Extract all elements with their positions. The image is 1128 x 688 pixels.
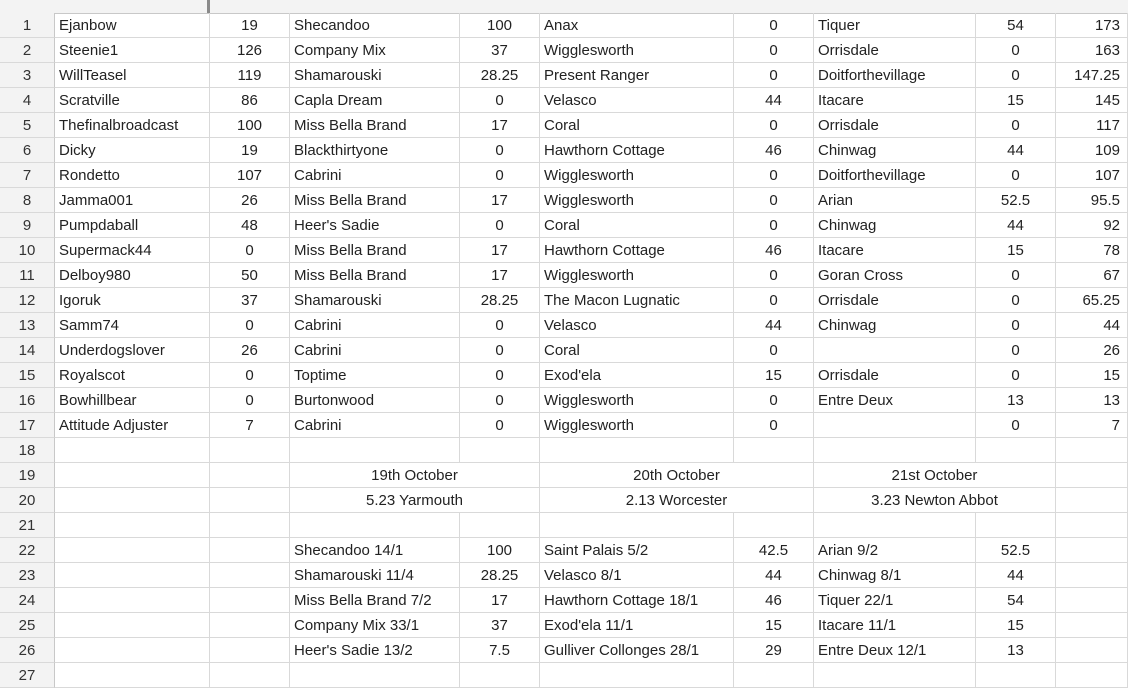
grid-cell-g[interactable]: Orrisdale: [814, 288, 976, 313]
grid-cell-c[interactable]: Cabrini: [290, 338, 460, 363]
grid-cell-b[interactable]: [210, 638, 290, 663]
grid-cell-g[interactable]: Arian: [814, 188, 976, 213]
row-number[interactable]: 25: [0, 613, 55, 638]
grid-cell-a[interactable]: Ejanbow: [55, 13, 210, 38]
grid-cell-c[interactable]: Shamarouski 11/4: [290, 563, 460, 588]
grid-cell-c[interactable]: [290, 438, 460, 463]
grid-cell-i[interactable]: 44: [1056, 313, 1128, 338]
grid-cell-c[interactable]: Company Mix 33/1: [290, 613, 460, 638]
grid-cell-h[interactable]: 13: [976, 388, 1056, 413]
grid-cell-b[interactable]: [210, 438, 290, 463]
grid-cell-f[interactable]: 44: [734, 313, 814, 338]
grid-cell-a[interactable]: Scratville: [55, 88, 210, 113]
row-number[interactable]: 2: [0, 38, 55, 63]
table-row: [0, 188, 1128, 213]
grid-cell-b[interactable]: 48: [210, 213, 290, 238]
grid-cell-b[interactable]: 126: [210, 38, 290, 63]
grid-cell-f[interactable]: 0: [734, 113, 814, 138]
grid-cell-b[interactable]: 0: [210, 363, 290, 388]
grid-cell-d[interactable]: 0: [460, 413, 540, 438]
grid-cell-i[interactable]: 65.25: [1056, 288, 1128, 313]
grid-cell-h[interactable]: [976, 513, 1056, 538]
grid-cell-g[interactable]: Entre Deux: [814, 388, 976, 413]
grid-cell-b[interactable]: 19: [210, 13, 290, 38]
grid-cell-e[interactable]: Velasco 8/1: [540, 563, 734, 588]
grid-cell-f[interactable]: 44: [734, 88, 814, 113]
grid-cell-g[interactable]: Doitforthevillage: [814, 163, 976, 188]
table-row: [0, 563, 1128, 588]
grid-cell-g[interactable]: Tiquer: [814, 13, 976, 38]
grid-cell-e[interactable]: Wigglesworth: [540, 38, 734, 63]
grid-cell-g[interactable]: Orrisdale: [814, 38, 976, 63]
grid-cell-d[interactable]: 100: [460, 13, 540, 38]
grid-cell-c[interactable]: Heer's Sadie: [290, 213, 460, 238]
grid-cell-d[interactable]: 0: [460, 388, 540, 413]
grid-cell-e[interactable]: 2.13 Worcester: [540, 488, 814, 513]
table-row: [0, 638, 1128, 663]
table-row: [0, 38, 1128, 63]
row-number[interactable]: 12: [0, 288, 55, 313]
grid-cell-h[interactable]: 0: [976, 363, 1056, 388]
grid-cell-i[interactable]: 7: [1056, 413, 1128, 438]
grid-cell-d[interactable]: [460, 463, 540, 488]
row-number[interactable]: 14: [0, 338, 55, 363]
grid-cell-d[interactable]: 37: [460, 613, 540, 638]
grid-cell-c[interactable]: 5.23 Yarmouth: [290, 488, 540, 513]
grid-cell-f[interactable]: 46: [734, 588, 814, 613]
grid-cell-i[interactable]: 145: [1056, 88, 1128, 113]
grid-cell-c[interactable]: [290, 513, 460, 538]
row-number[interactable]: 19: [0, 463, 55, 488]
grid-cell-b[interactable]: 100: [210, 113, 290, 138]
grid-cell-a[interactable]: [55, 513, 210, 538]
grid-cell-d[interactable]: 0: [460, 138, 540, 163]
grid-cell-d[interactable]: 7.5: [460, 638, 540, 663]
grid-cell-i[interactable]: [1056, 613, 1128, 638]
grid-cell-b[interactable]: 7: [210, 413, 290, 438]
grid-cell-e[interactable]: Wigglesworth: [540, 188, 734, 213]
grid-cell-b[interactable]: 0: [210, 388, 290, 413]
grid-cell-i[interactable]: [1056, 488, 1128, 513]
grid-cell-f[interactable]: 0: [734, 413, 814, 438]
grid-cell-h[interactable]: 0: [976, 63, 1056, 88]
row-number[interactable]: 10: [0, 238, 55, 263]
grid-cell-a[interactable]: Rondetto: [55, 163, 210, 188]
grid-cell-h[interactable]: 0: [976, 38, 1056, 63]
grid-cell-i[interactable]: [1056, 588, 1128, 613]
grid-cell-e[interactable]: Wigglesworth: [540, 388, 734, 413]
grid-cell-f[interactable]: 0: [734, 213, 814, 238]
grid-cell-b[interactable]: [210, 563, 290, 588]
grid-cell-e[interactable]: Coral: [540, 113, 734, 138]
row-number[interactable]: 11: [0, 263, 55, 288]
grid-cell-i[interactable]: 173: [1056, 13, 1128, 38]
grid-cell-a[interactable]: Attitude Adjuster: [55, 413, 210, 438]
grid-cell-i[interactable]: 92: [1056, 213, 1128, 238]
grid-cell-g[interactable]: Tiquer 22/1: [814, 588, 976, 613]
grid-cell-e[interactable]: Hawthorn Cottage 18/1: [540, 588, 734, 613]
grid-cell-c[interactable]: Cabrini: [290, 163, 460, 188]
grid-cell-g[interactable]: 3.23 Newton Abbot: [814, 488, 1056, 513]
grid-cell-c[interactable]: Toptime: [290, 363, 460, 388]
table-row: [0, 463, 1128, 488]
grid-cell-h[interactable]: 0: [976, 338, 1056, 363]
table-row: [0, 288, 1128, 313]
grid-cell-i[interactable]: 95.5: [1056, 188, 1128, 213]
grid-cell-e[interactable]: Exod'ela 11/1: [540, 613, 734, 638]
grid-cell-c[interactable]: Cabrini: [290, 313, 460, 338]
grid-cell-h[interactable]: [976, 438, 1056, 463]
grid-cell-h[interactable]: 52.5: [976, 538, 1056, 563]
grid-cell-h[interactable]: 0: [976, 313, 1056, 338]
grid-cell-e[interactable]: Present Ranger: [540, 63, 734, 88]
grid-cell-d[interactable]: [460, 488, 540, 513]
grid-cell-h[interactable]: 52.5: [976, 188, 1056, 213]
grid-cell-e[interactable]: Wigglesworth: [540, 263, 734, 288]
grid-cell-g[interactable]: Itacare 11/1: [814, 613, 976, 638]
grid-cell-d[interactable]: 17: [460, 238, 540, 263]
grid-cell-h[interactable]: 44: [976, 138, 1056, 163]
grid-cell-e[interactable]: Anax: [540, 13, 734, 38]
grid-cell-a[interactable]: [55, 538, 210, 563]
grid-cell-d[interactable]: 0: [460, 163, 540, 188]
grid-cell-d[interactable]: 0: [460, 363, 540, 388]
grid-cell-g[interactable]: [814, 438, 976, 463]
grid-cell-d[interactable]: 17: [460, 263, 540, 288]
column-resize-handle[interactable]: [207, 0, 210, 13]
grid-cell-a[interactable]: Supermack44: [55, 238, 210, 263]
table-row: [0, 113, 1128, 138]
grid-cell-b[interactable]: 26: [210, 338, 290, 363]
grid-cell-h[interactable]: 15: [976, 88, 1056, 113]
grid-cell-h[interactable]: 0: [976, 413, 1056, 438]
grid-cell-f[interactable]: 0: [734, 163, 814, 188]
grid-cell-e[interactable]: Hawthorn Cottage: [540, 138, 734, 163]
row-number[interactable]: 23: [0, 563, 55, 588]
grid-cell-h[interactable]: [976, 463, 1056, 488]
grid-cell-i[interactable]: 147.25: [1056, 63, 1128, 88]
table-row: [0, 88, 1128, 113]
grid-cell-g[interactable]: [814, 413, 976, 438]
table-row: [0, 338, 1128, 363]
grid-cell-b[interactable]: [210, 588, 290, 613]
grid-cell-b[interactable]: [210, 463, 290, 488]
grid-cell-i[interactable]: [1056, 438, 1128, 463]
grid-cell-f[interactable]: 29: [734, 638, 814, 663]
table-row: [0, 613, 1128, 638]
grid-cell-c[interactable]: Capla Dream: [290, 88, 460, 113]
grid-cell-c[interactable]: Cabrini: [290, 413, 460, 438]
grid-cell-f[interactable]: 0: [734, 38, 814, 63]
grid-cell-a[interactable]: [55, 638, 210, 663]
grid-cell-b[interactable]: 107: [210, 163, 290, 188]
table-row: [0, 363, 1128, 388]
grid-cell-e[interactable]: Coral: [540, 338, 734, 363]
grid-cell-i[interactable]: 15: [1056, 363, 1128, 388]
grid-cell-g[interactable]: Goran Cross: [814, 263, 976, 288]
grid-cell-e[interactable]: Wigglesworth: [540, 413, 734, 438]
grid-cell-i[interactable]: [1056, 538, 1128, 563]
row-number[interactable]: 3: [0, 63, 55, 88]
grid-cell-b[interactable]: 19: [210, 138, 290, 163]
grid-cell-i[interactable]: [1056, 563, 1128, 588]
grid-cell-f[interactable]: [734, 513, 814, 538]
grid-cell-f[interactable]: 0: [734, 388, 814, 413]
table-row: [0, 513, 1128, 538]
grid-cell-f[interactable]: 46: [734, 238, 814, 263]
grid-cell-h[interactable]: 0: [976, 163, 1056, 188]
table-row: [0, 488, 1128, 513]
grid-cell-f[interactable]: 0: [734, 338, 814, 363]
grid-cell-c[interactable]: Miss Bella Brand: [290, 238, 460, 263]
grid-cell-f[interactable]: 15: [734, 613, 814, 638]
grid-cell-e[interactable]: 20th October: [540, 463, 814, 488]
row-number[interactable]: 27: [0, 663, 55, 688]
grid-cell-d[interactable]: 100: [460, 538, 540, 563]
grid-cell-f[interactable]: [734, 488, 814, 513]
grid-cell-i[interactable]: 117: [1056, 113, 1128, 138]
grid-cell-i[interactable]: 13: [1056, 388, 1128, 413]
row-number[interactable]: 6: [0, 138, 55, 163]
grid-cell-a[interactable]: [55, 613, 210, 638]
grid-cell-e[interactable]: Velasco: [540, 313, 734, 338]
grid-cell-a[interactable]: [55, 463, 210, 488]
table-row: [0, 213, 1128, 238]
grid-cell-e[interactable]: [540, 513, 734, 538]
grid-cell-b[interactable]: 50: [210, 263, 290, 288]
grid-cell-f[interactable]: 0: [734, 263, 814, 288]
row-number[interactable]: 15: [0, 363, 55, 388]
grid-cell-e[interactable]: Saint Palais 5/2: [540, 538, 734, 563]
grid-cell-a[interactable]: WillTeasel: [55, 63, 210, 88]
grid-cell-a[interactable]: [55, 488, 210, 513]
grid-cell-f[interactable]: [734, 463, 814, 488]
grid-cell-a[interactable]: Igoruk: [55, 288, 210, 313]
grid-cell-h[interactable]: 0: [976, 288, 1056, 313]
table-row: [0, 413, 1128, 438]
row-number[interactable]: 1: [0, 13, 55, 38]
grid-cell-i[interactable]: 163: [1056, 38, 1128, 63]
grid-cell-f[interactable]: 0: [734, 13, 814, 38]
grid-cell-i[interactable]: [1056, 463, 1128, 488]
grid-cell-g[interactable]: Orrisdale: [814, 363, 976, 388]
grid-cell-e[interactable]: [540, 438, 734, 463]
grid-cell-e[interactable]: The Macon Lugnatic: [540, 288, 734, 313]
grid-cell-h[interactable]: 0: [976, 113, 1056, 138]
grid-cell-g[interactable]: Chinwag: [814, 213, 976, 238]
grid-cell-h[interactable]: 54: [976, 588, 1056, 613]
table-row: [0, 63, 1128, 88]
grid-cell-f[interactable]: 42.5: [734, 538, 814, 563]
row-number[interactable]: 16: [0, 388, 55, 413]
grid-cell-c[interactable]: Miss Bella Brand: [290, 188, 460, 213]
table-row: [0, 138, 1128, 163]
grid-cell-a[interactable]: Steenie1: [55, 38, 210, 63]
grid-cell-f[interactable]: 0: [734, 288, 814, 313]
grid-cell-h[interactable]: 15: [976, 613, 1056, 638]
grid-cell-g[interactable]: Chinwag: [814, 313, 976, 338]
grid-cell-a[interactable]: [55, 438, 210, 463]
table-row: [0, 163, 1128, 188]
table-row: [0, 313, 1128, 338]
grid-cell-i[interactable]: 67: [1056, 263, 1128, 288]
grid-cell-b[interactable]: [210, 488, 290, 513]
column-header-strip[interactable]: [0, 0, 1128, 14]
grid-cell-g[interactable]: Arian 9/2: [814, 538, 976, 563]
grid-cell-f[interactable]: 0: [734, 63, 814, 88]
grid-cell-e[interactable]: Hawthorn Cottage: [540, 238, 734, 263]
grid-cell-g[interactable]: Entre Deux 12/1: [814, 638, 976, 663]
row-number[interactable]: 4: [0, 88, 55, 113]
grid-cell-g[interactable]: 21st October: [814, 463, 1056, 488]
grid-cell-g[interactable]: Orrisdale: [814, 113, 976, 138]
row-number[interactable]: 18: [0, 438, 55, 463]
grid-cell-b[interactable]: [210, 613, 290, 638]
grid-cell-b[interactable]: [210, 513, 290, 538]
grid-cell-a[interactable]: Royalscot: [55, 363, 210, 388]
row-number[interactable]: 24: [0, 588, 55, 613]
grid-cell-g[interactable]: Itacare: [814, 238, 976, 263]
grid-cell-h[interactable]: 15: [976, 238, 1056, 263]
grid-cell-d[interactable]: 28.25: [460, 563, 540, 588]
grid-cell-g[interactable]: Chinwag 8/1: [814, 563, 976, 588]
row-number[interactable]: 5: [0, 113, 55, 138]
row-number[interactable]: 22: [0, 538, 55, 563]
grid-cell-h[interactable]: 0: [976, 263, 1056, 288]
table-row: [0, 538, 1128, 563]
row-number[interactable]: 26: [0, 638, 55, 663]
grid-cell-d[interactable]: 37: [460, 38, 540, 63]
grid-cell-c[interactable]: Burtonwood: [290, 388, 460, 413]
grid-cell-i[interactable]: 78: [1056, 238, 1128, 263]
row-number[interactable]: 9: [0, 213, 55, 238]
grid-cell-a[interactable]: [55, 563, 210, 588]
grid-cell-c[interactable]: Company Mix: [290, 38, 460, 63]
grid-cell-a[interactable]: Underdogslover: [55, 338, 210, 363]
row-number[interactable]: 13: [0, 313, 55, 338]
row-number[interactable]: 20: [0, 488, 55, 513]
grid-cell-e[interactable]: Wigglesworth: [540, 163, 734, 188]
grid-cell-a[interactable]: Samm74: [55, 313, 210, 338]
grid-cell-a[interactable]: Jamma001: [55, 188, 210, 213]
grid-cell-h[interactable]: 54: [976, 13, 1056, 38]
table-row: [0, 388, 1128, 413]
table-row: [0, 238, 1128, 263]
grid-cell-a[interactable]: Pumpdaball: [55, 213, 210, 238]
row-number[interactable]: 8: [0, 188, 55, 213]
grid-cell-d[interactable]: 0: [460, 313, 540, 338]
grid-cell-g[interactable]: Itacare: [814, 88, 976, 113]
grid-cell-e[interactable]: Velasco: [540, 88, 734, 113]
grid-cell-b[interactable]: [210, 538, 290, 563]
grid-cell-c[interactable]: Shecandoo: [290, 13, 460, 38]
grid-cell-d[interactable]: 28.25: [460, 288, 540, 313]
grid-cell-g[interactable]: Doitforthevillage: [814, 63, 976, 88]
grid-cell-f[interactable]: 46: [734, 138, 814, 163]
grid-cell-d[interactable]: 0: [460, 338, 540, 363]
grid-cell-e[interactable]: Gulliver Collonges 28/1: [540, 638, 734, 663]
grid-cell-f[interactable]: [734, 438, 814, 463]
table-row: [0, 13, 1128, 38]
grid-cell-a[interactable]: [55, 588, 210, 613]
grid-cell-f[interactable]: 44: [734, 563, 814, 588]
row-number[interactable]: 21: [0, 513, 55, 538]
table-row: [0, 588, 1128, 613]
grid-cell-b[interactable]: 119: [210, 63, 290, 88]
grid-cell-i[interactable]: 109: [1056, 138, 1128, 163]
grid-cell-h[interactable]: [976, 488, 1056, 513]
grid-cell-b[interactable]: 86: [210, 88, 290, 113]
grid-cell-g[interactable]: [814, 338, 976, 363]
grid-cell-d[interactable]: 28.25: [460, 63, 540, 88]
grid-cell-c[interactable]: Miss Bella Brand: [290, 263, 460, 288]
grid-cell-c[interactable]: 19th October: [290, 463, 540, 488]
grid-cell-i[interactable]: 107: [1056, 163, 1128, 188]
grid-cell-d[interactable]: 0: [460, 213, 540, 238]
grid-cell-d[interactable]: [460, 438, 540, 463]
grid-cell-d[interactable]: 0: [460, 88, 540, 113]
grid-cell-i[interactable]: [1056, 513, 1128, 538]
grid-cell-e[interactable]: Exod'ela: [540, 363, 734, 388]
grid-cell-h[interactable]: 13: [976, 638, 1056, 663]
grid-cell-b[interactable]: 0: [210, 313, 290, 338]
grid-cell-b[interactable]: 37: [210, 288, 290, 313]
grid-cell-c[interactable]: Miss Bella Brand 7/2: [290, 588, 460, 613]
grid-cell-g[interactable]: Chinwag: [814, 138, 976, 163]
grid-cell-d[interactable]: [460, 513, 540, 538]
grid-cell-c[interactable]: Heer's Sadie 13/2: [290, 638, 460, 663]
row-number[interactable]: 7: [0, 163, 55, 188]
grid-cell-b[interactable]: 26: [210, 188, 290, 213]
grid-cell-i[interactable]: [1056, 638, 1128, 663]
grid-cell-c[interactable]: Shecandoo 14/1: [290, 538, 460, 563]
grid-cell-d[interactable]: 17: [460, 188, 540, 213]
grid-cell-h[interactable]: 44: [976, 563, 1056, 588]
grid-cell-i[interactable]: 26: [1056, 338, 1128, 363]
table-row: [0, 438, 1128, 463]
grid-cell-a[interactable]: Thefinalbroadcast: [55, 113, 210, 138]
grid-cell-e[interactable]: Coral: [540, 213, 734, 238]
grid-cell-a[interactable]: Dicky: [55, 138, 210, 163]
grid-cell-g[interactable]: [814, 513, 976, 538]
grid-cell-d[interactable]: 17: [460, 588, 540, 613]
table-row: [0, 263, 1128, 288]
grid-cell-f[interactable]: 0: [734, 188, 814, 213]
grid-cell-f[interactable]: 15: [734, 363, 814, 388]
grid-cell-c[interactable]: Shamarouski: [290, 63, 460, 88]
grid-cell-a[interactable]: Delboy980: [55, 263, 210, 288]
grid-cell-h[interactable]: 44: [976, 213, 1056, 238]
grid-cell-b[interactable]: 0: [210, 238, 290, 263]
grid-cell-a[interactable]: Bowhillbear: [55, 388, 210, 413]
grid-cell-d[interactable]: 17: [460, 113, 540, 138]
grid-cell-c[interactable]: Miss Bella Brand: [290, 113, 460, 138]
row-number[interactable]: 17: [0, 413, 55, 438]
grid-cell-c[interactable]: Shamarouski: [290, 288, 460, 313]
grid-cell-c[interactable]: Blackthirtyone: [290, 138, 460, 163]
